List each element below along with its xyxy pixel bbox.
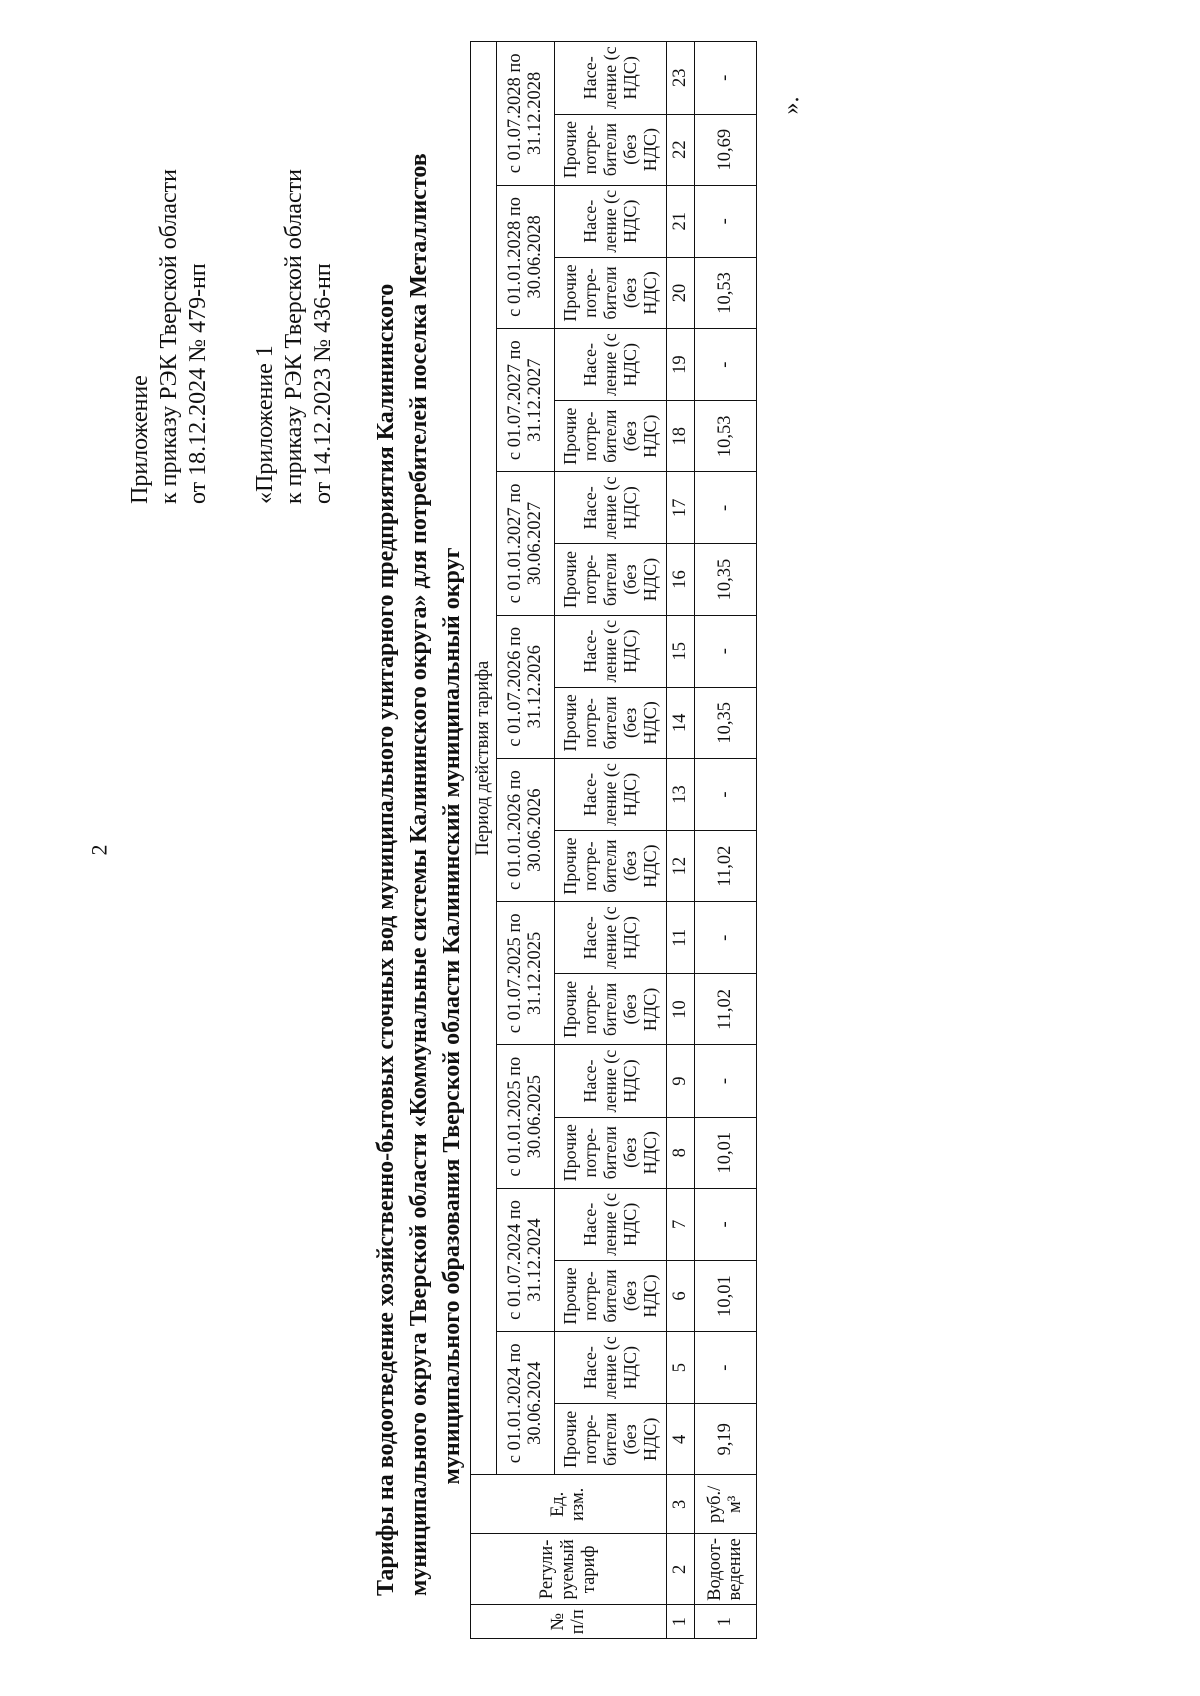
tariff-value-cell: 10,69	[694, 114, 756, 185]
tariff-value-cell: -	[694, 472, 756, 544]
title-line-1: Тарифы на водоотведение хозяйственно-бытовых сточных вод муниципального унитарного предприятия Калининского	[373, 283, 399, 1596]
period-header: с 01.07.2025 по 31.12.2025	[496, 902, 554, 1045]
period-header: с 01.07.2024 по 31.12.2024	[496, 1188, 554, 1331]
closing-quote: ».	[778, 96, 805, 115]
subheader-other-consumers: Прочие потре- бители (без НДС)	[554, 1260, 666, 1331]
period-header: с 01.01.2026 по 30.06.2026	[496, 758, 554, 901]
tariff-value-cell: -	[694, 1332, 756, 1404]
column-number: 20	[666, 257, 694, 328]
document-title	[370, 153, 469, 1596]
tariff-table-container	[470, 41, 757, 1639]
column-number: 16	[666, 544, 694, 615]
column-number: 5	[666, 1332, 694, 1404]
subheader-population: Насе- ление (с НДС)	[554, 1045, 666, 1117]
tariff-value-cell: -	[694, 185, 756, 257]
column-number: 18	[666, 401, 694, 472]
subheader-population: Насе- ление (с НДС)	[554, 1332, 666, 1404]
subheader-other-consumers: Прочие потре- бители (без НДС)	[554, 401, 666, 472]
tariff-value-cell: 11,02	[694, 831, 756, 902]
page-number: 2	[86, 844, 112, 856]
subheader-population: Насе- ление (с НДС)	[554, 185, 666, 257]
column-number: 17	[666, 472, 694, 544]
subheader-population: Насе- ление (с НДС)	[554, 329, 666, 401]
period-header: с 01.07.2026 по 31.12.2026	[496, 615, 554, 758]
appendix-line-2: к приказу РЭК Тверской области	[155, 169, 182, 504]
column-number: 6	[666, 1260, 694, 1331]
column-number: 10	[666, 974, 694, 1045]
tariff-value-cell: -	[694, 902, 756, 974]
period-header: с 01.07.2027 по 31.12.2027	[496, 329, 554, 472]
header-tariff: Регули- руемый тариф	[471, 1534, 667, 1605]
subheader-population: Насе- ление (с НДС)	[554, 42, 666, 115]
column-number: 23	[666, 42, 694, 115]
tariff-table	[470, 41, 757, 1639]
row-unit: руб./м³	[694, 1475, 756, 1534]
period-header: с 01.07.2028 по 31.12.2028	[496, 42, 554, 186]
subheader-population: Насе- ление (с НДС)	[554, 1188, 666, 1260]
column-number: 1	[666, 1605, 694, 1639]
tariff-value-cell: -	[694, 758, 756, 830]
header-no: № п/п	[471, 1605, 667, 1639]
column-number: 4	[666, 1404, 694, 1475]
prev-appendix-line-1: «Приложение 1	[252, 345, 278, 504]
header-unit: Ед. изм.	[471, 1475, 667, 1534]
column-number: 21	[666, 185, 694, 257]
row-no: 1	[694, 1605, 756, 1639]
subheader-population: Насе- ление (с НДС)	[554, 758, 666, 830]
period-header: с 01.01.2028 по 30.06.2028	[496, 185, 554, 328]
subheader-other-consumers: Прочие потре- бители (без НДС)	[554, 831, 666, 902]
tariff-value-cell: 10,53	[694, 257, 756, 328]
tariff-value-cell: 11,02	[694, 974, 756, 1045]
column-number: 7	[666, 1188, 694, 1260]
subheader-other-consumers: Прочие потре- бители (без НДС)	[554, 974, 666, 1045]
prev-appendix-line-2: к приказу РЭК Тверской области	[280, 169, 307, 504]
tariff-value-cell: 10,01	[694, 1260, 756, 1331]
subheader-population: Насе- ление (с НДС)	[554, 615, 666, 687]
tariff-value-cell: 9,19	[694, 1404, 756, 1475]
tariff-value-cell: 10,35	[694, 544, 756, 615]
period-header: с 01.01.2024 по 30.06.2024	[496, 1332, 554, 1475]
period-header: с 01.01.2025 по 30.06.2025	[496, 1045, 554, 1188]
subheader-population: Насе- ление (с НДС)	[554, 472, 666, 544]
title-line-2: муниципального округа Тверской области «Коммунальные системы Калининского округа» для потребителей поселка Металлистов	[406, 153, 433, 1596]
appendix-line-3: от 18.12.2024 № 479-нп	[184, 263, 211, 504]
subheader-other-consumers: Прочие потре- бители (без НДС)	[554, 1117, 666, 1188]
column-number: 12	[666, 831, 694, 902]
subheader-other-consumers: Прочие потре- бители (без НДС)	[554, 544, 666, 615]
column-number: 8	[666, 1117, 694, 1188]
appendix-reference	[126, 169, 212, 504]
column-number: 19	[666, 329, 694, 401]
column-number: 9	[666, 1045, 694, 1117]
column-number: 11	[666, 902, 694, 974]
column-number: 15	[666, 615, 694, 687]
row-tariff: Водоот- ведение	[694, 1534, 756, 1605]
subheader-population: Насе- ление (с НДС)	[554, 902, 666, 974]
subheader-other-consumers: Прочие потре- бители (без НДС)	[554, 687, 666, 758]
tariff-value-cell: -	[694, 1045, 756, 1117]
tariff-value-cell: 10,01	[694, 1117, 756, 1188]
tariff-value-cell: 10,53	[694, 401, 756, 472]
previous-appendix-reference	[251, 169, 337, 504]
column-number: 13	[666, 758, 694, 830]
tariff-value-cell: -	[694, 42, 756, 115]
period-header: с 01.01.2027 по 30.06.2027	[496, 472, 554, 615]
tariff-value-cell: 10,35	[694, 687, 756, 758]
appendix-line-1: Приложение	[127, 375, 153, 504]
subheader-other-consumers: Прочие потре- бители (без НДС)	[554, 1404, 666, 1475]
column-number: 2	[666, 1534, 694, 1605]
column-number: 22	[666, 114, 694, 185]
tariff-value-cell: -	[694, 1188, 756, 1260]
column-number: 3	[666, 1475, 694, 1534]
tariff-value-cell: -	[694, 615, 756, 687]
column-number: 14	[666, 687, 694, 758]
title-line-3: муниципального образования Тверской области Калининский муниципальный округ	[439, 547, 466, 1485]
header-period: Период действия тарифа	[471, 42, 497, 1475]
prev-appendix-line-3: от 14.12.2023 № 436-нп	[309, 263, 336, 504]
subheader-other-consumers: Прочие потре- бители (без НДС)	[554, 257, 666, 328]
subheader-other-consumers: Прочие потре- бители (без НДС)	[554, 114, 666, 185]
tariff-value-cell: -	[694, 329, 756, 401]
